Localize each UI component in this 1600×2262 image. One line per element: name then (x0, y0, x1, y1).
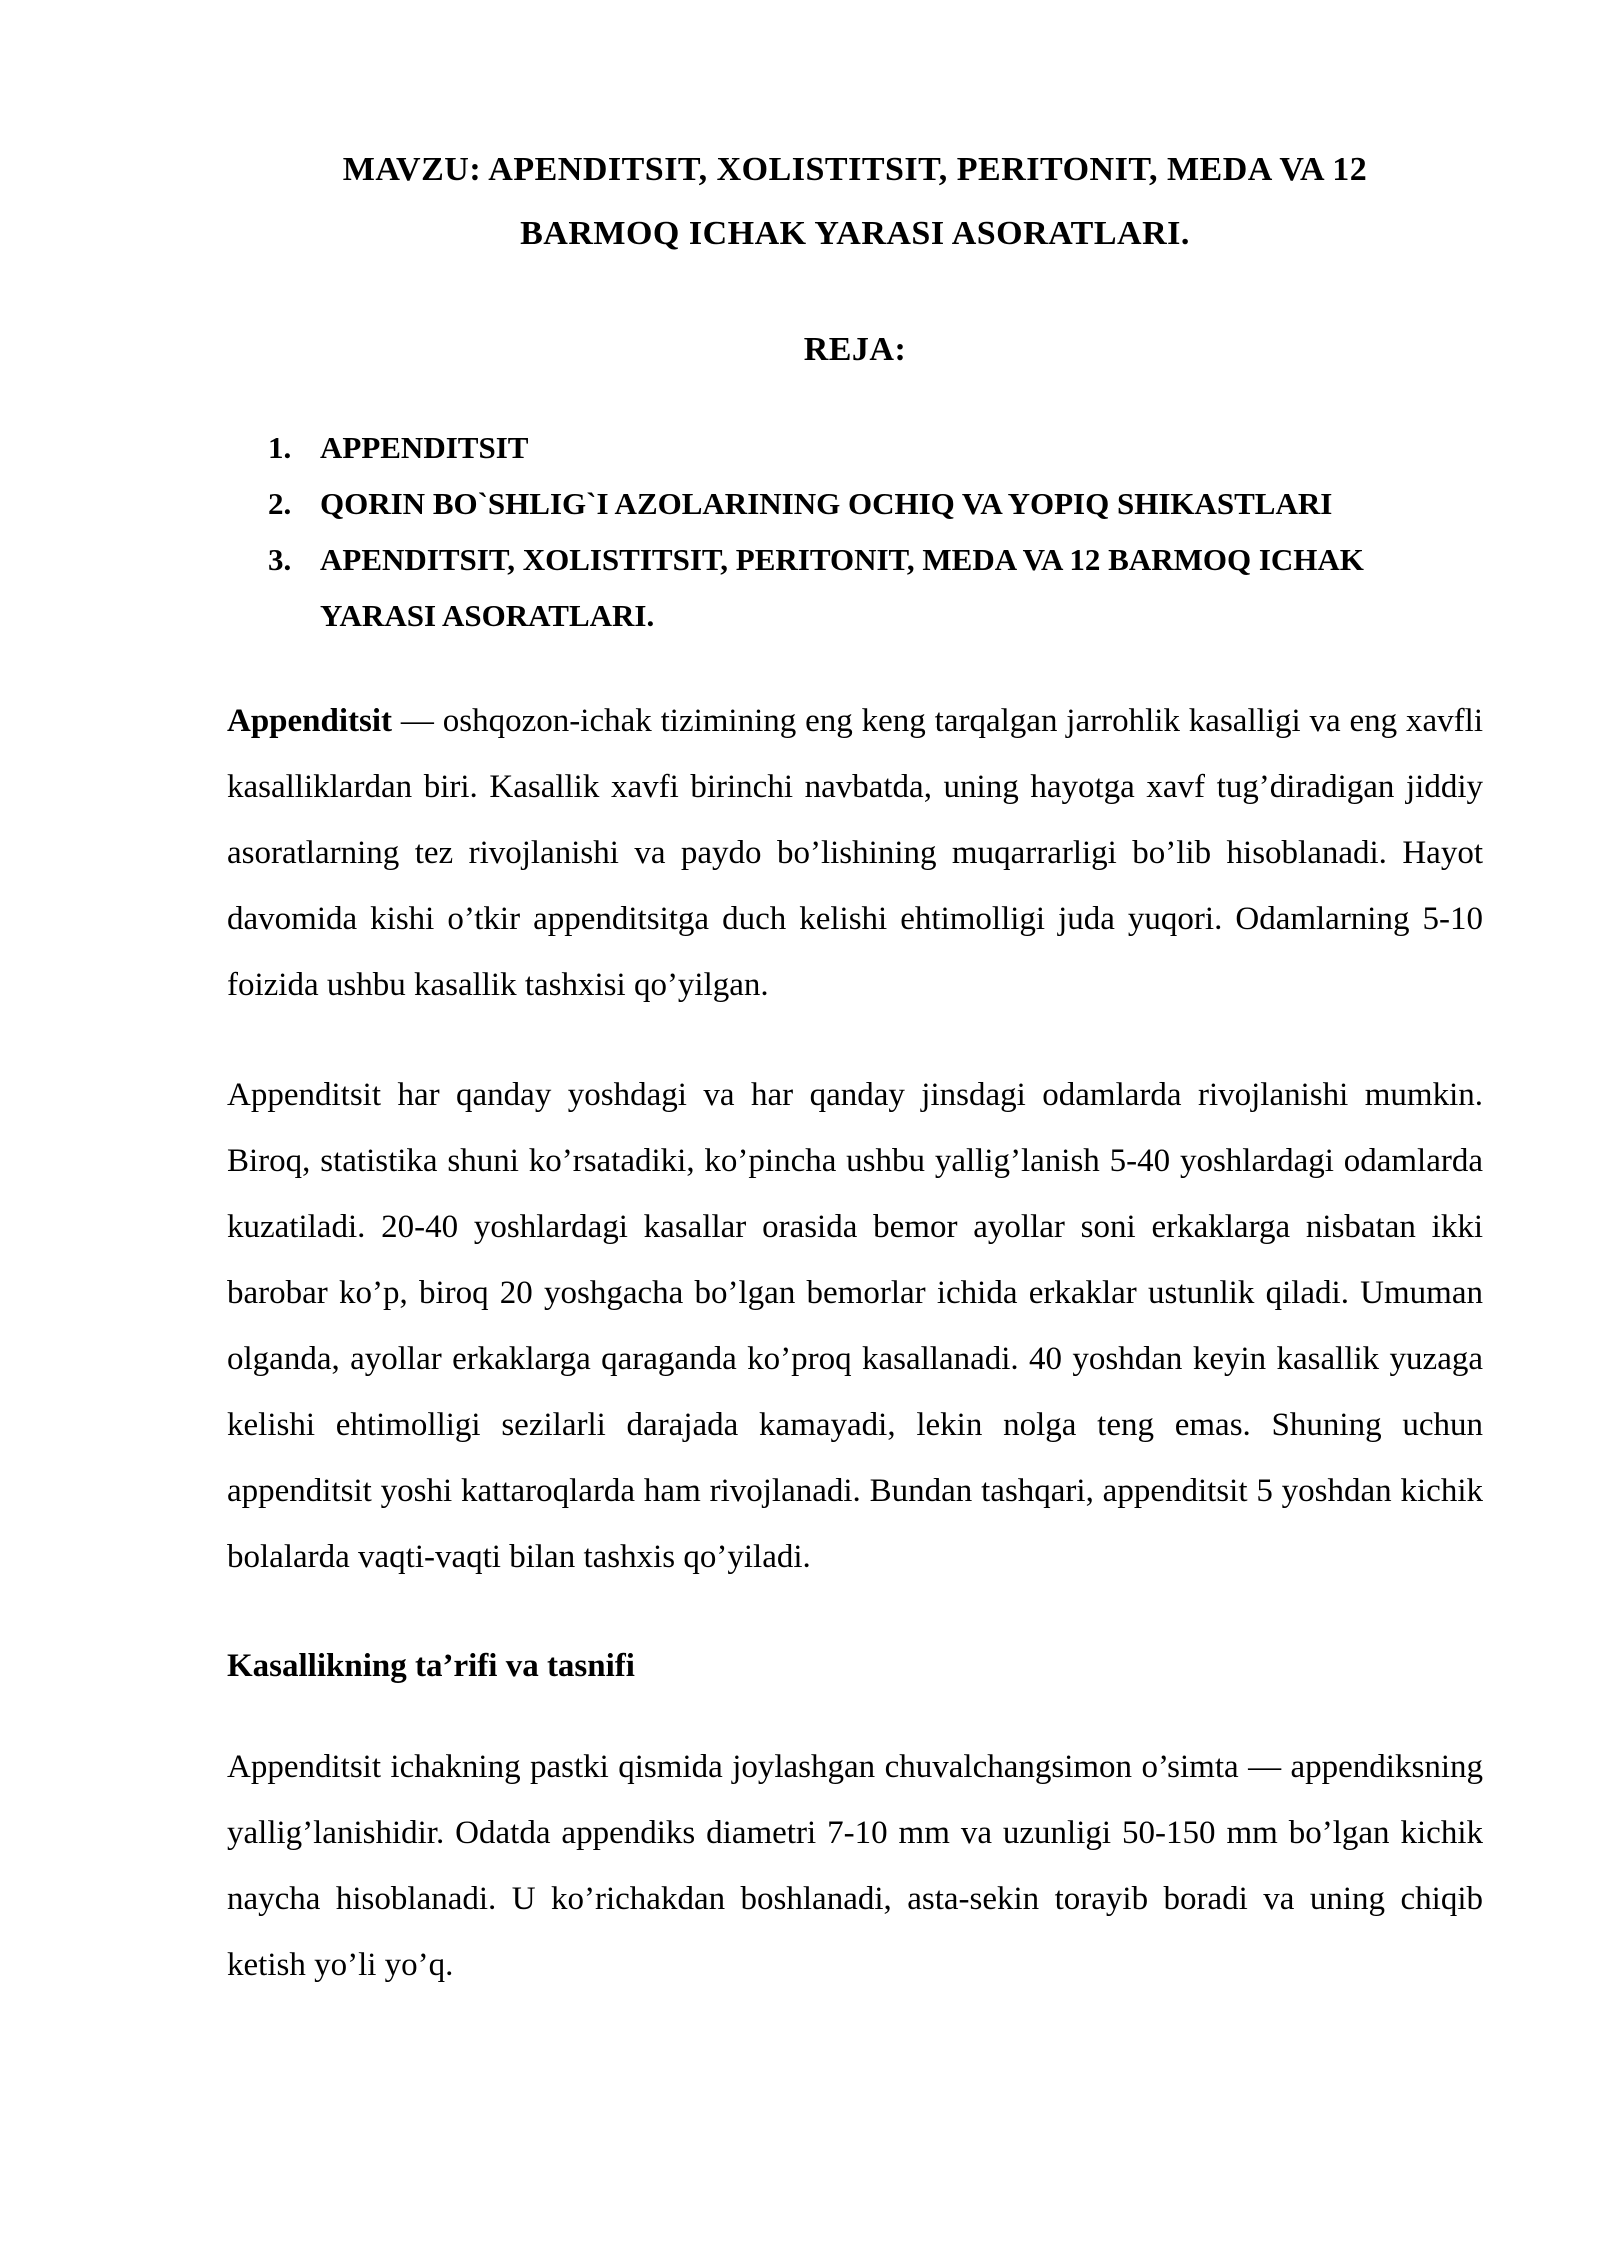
document-title (227, 138, 1483, 266)
document-content (227, 0, 1483, 1998)
document-title-line-1: MAVZU: APENDITSIT, XOLISTITSIT, PERITONIT, MEDA VA 12 (342, 151, 1368, 188)
paragraph-epidemiology: Appenditsit har qanday yoshdagi va har qanday jinsdagi odamlarda rivojlanishi mumkin. Biroq, statistika shuni ko’rsatadiki, ko’pincha ushbu yallig’lanish 5-40 yoshlardagi odamlarda kuzatiladi. 20-40 yoshlardagi kasallar orasida bemor ayollar soni erkaklarga nisbatan ikki barobar ko’p, biroq 20 yoshgacha bo’lgan bemorlar ichida erkaklar ustunlik qiladi. Umuman olganda, ayollar erkaklarga qaraganda ko’proq kasallanadi. 40 yoshdan keyin kasallik yuzaga kelishi ehtimolligi sezilarli darajada kamayadi, lekin nolga teng emas. Shuning uchun appenditsit yoshi kattaroqlarda ham rivojlanadi. Bundan tashqari, appenditsit 5 yoshdan kichik bolalarda vaqti-vaqti bilan tashxis qo’yiladi. (227, 1077, 1483, 1575)
plan-item-number: 2. (268, 486, 292, 521)
plan-item-text: QORIN BO`SHLIG`I AZOLARINING OCHIQ VA YOPIQ SHIKASTLARI (320, 486, 1333, 521)
plan-heading: REJA: (803, 331, 907, 368)
plan-item-number: 1. (268, 430, 292, 465)
plan-list-item (268, 532, 1483, 644)
section-subheading: Kasallikning ta’rifi va tasnifi (227, 1648, 635, 1684)
document-title-line-2: BARMOQ ICHAK YARASI ASORATLARI. (520, 215, 1190, 252)
plan-list-item (268, 476, 1483, 532)
plan-list-item (268, 420, 1483, 476)
plan-list (268, 420, 1483, 644)
paragraph-intro (227, 688, 1483, 1018)
paragraph-definition: Appenditsit ichakning pastki qismida joylashgan chuvalchangsimon o’simta — appendiksning yallig’lanishidir. Odatda appendiks diametri 7-10 mm va uzunligi 50-150 mm bo’lgan kichik naycha hisoblanadi. U ko’richakdan boshlanadi, asta-sekin torayib boradi va uning chiqib ketish yo’li yo’q. (227, 1749, 1483, 1983)
plan-item-text: APPENDITSIT (320, 430, 529, 465)
plan-item-text: APENDITSIT, XOLISTITSIT, PERITONIT, MEDA VA 12 BARMOQ ICHAK YARASI ASORATLARI. (320, 542, 1364, 633)
paragraph-intro-lead-word: Appenditsit (227, 703, 393, 739)
plan-item-number: 3. (268, 542, 292, 577)
paragraph-intro-body-text: — oshqozon-ichak tizimining eng keng tarqalgan jarrohlik kasalligi va eng xavfli kasalliklardan biri. Kasallik xavfi birinchi navbatda, uning hayotga xavf tug’diradigan jiddiy asoratlarning tez rivojlanishi va paydo bo’lishining muqarrarligi bo’lib hisoblanadi. Hayot davomida kishi o’tkir appenditsitga duch kelishi ehtimolligi juda yuqori. Odamlarning 5-10 foizida ushbu kasallik tashxisi qo’yilgan. (227, 703, 1483, 1003)
